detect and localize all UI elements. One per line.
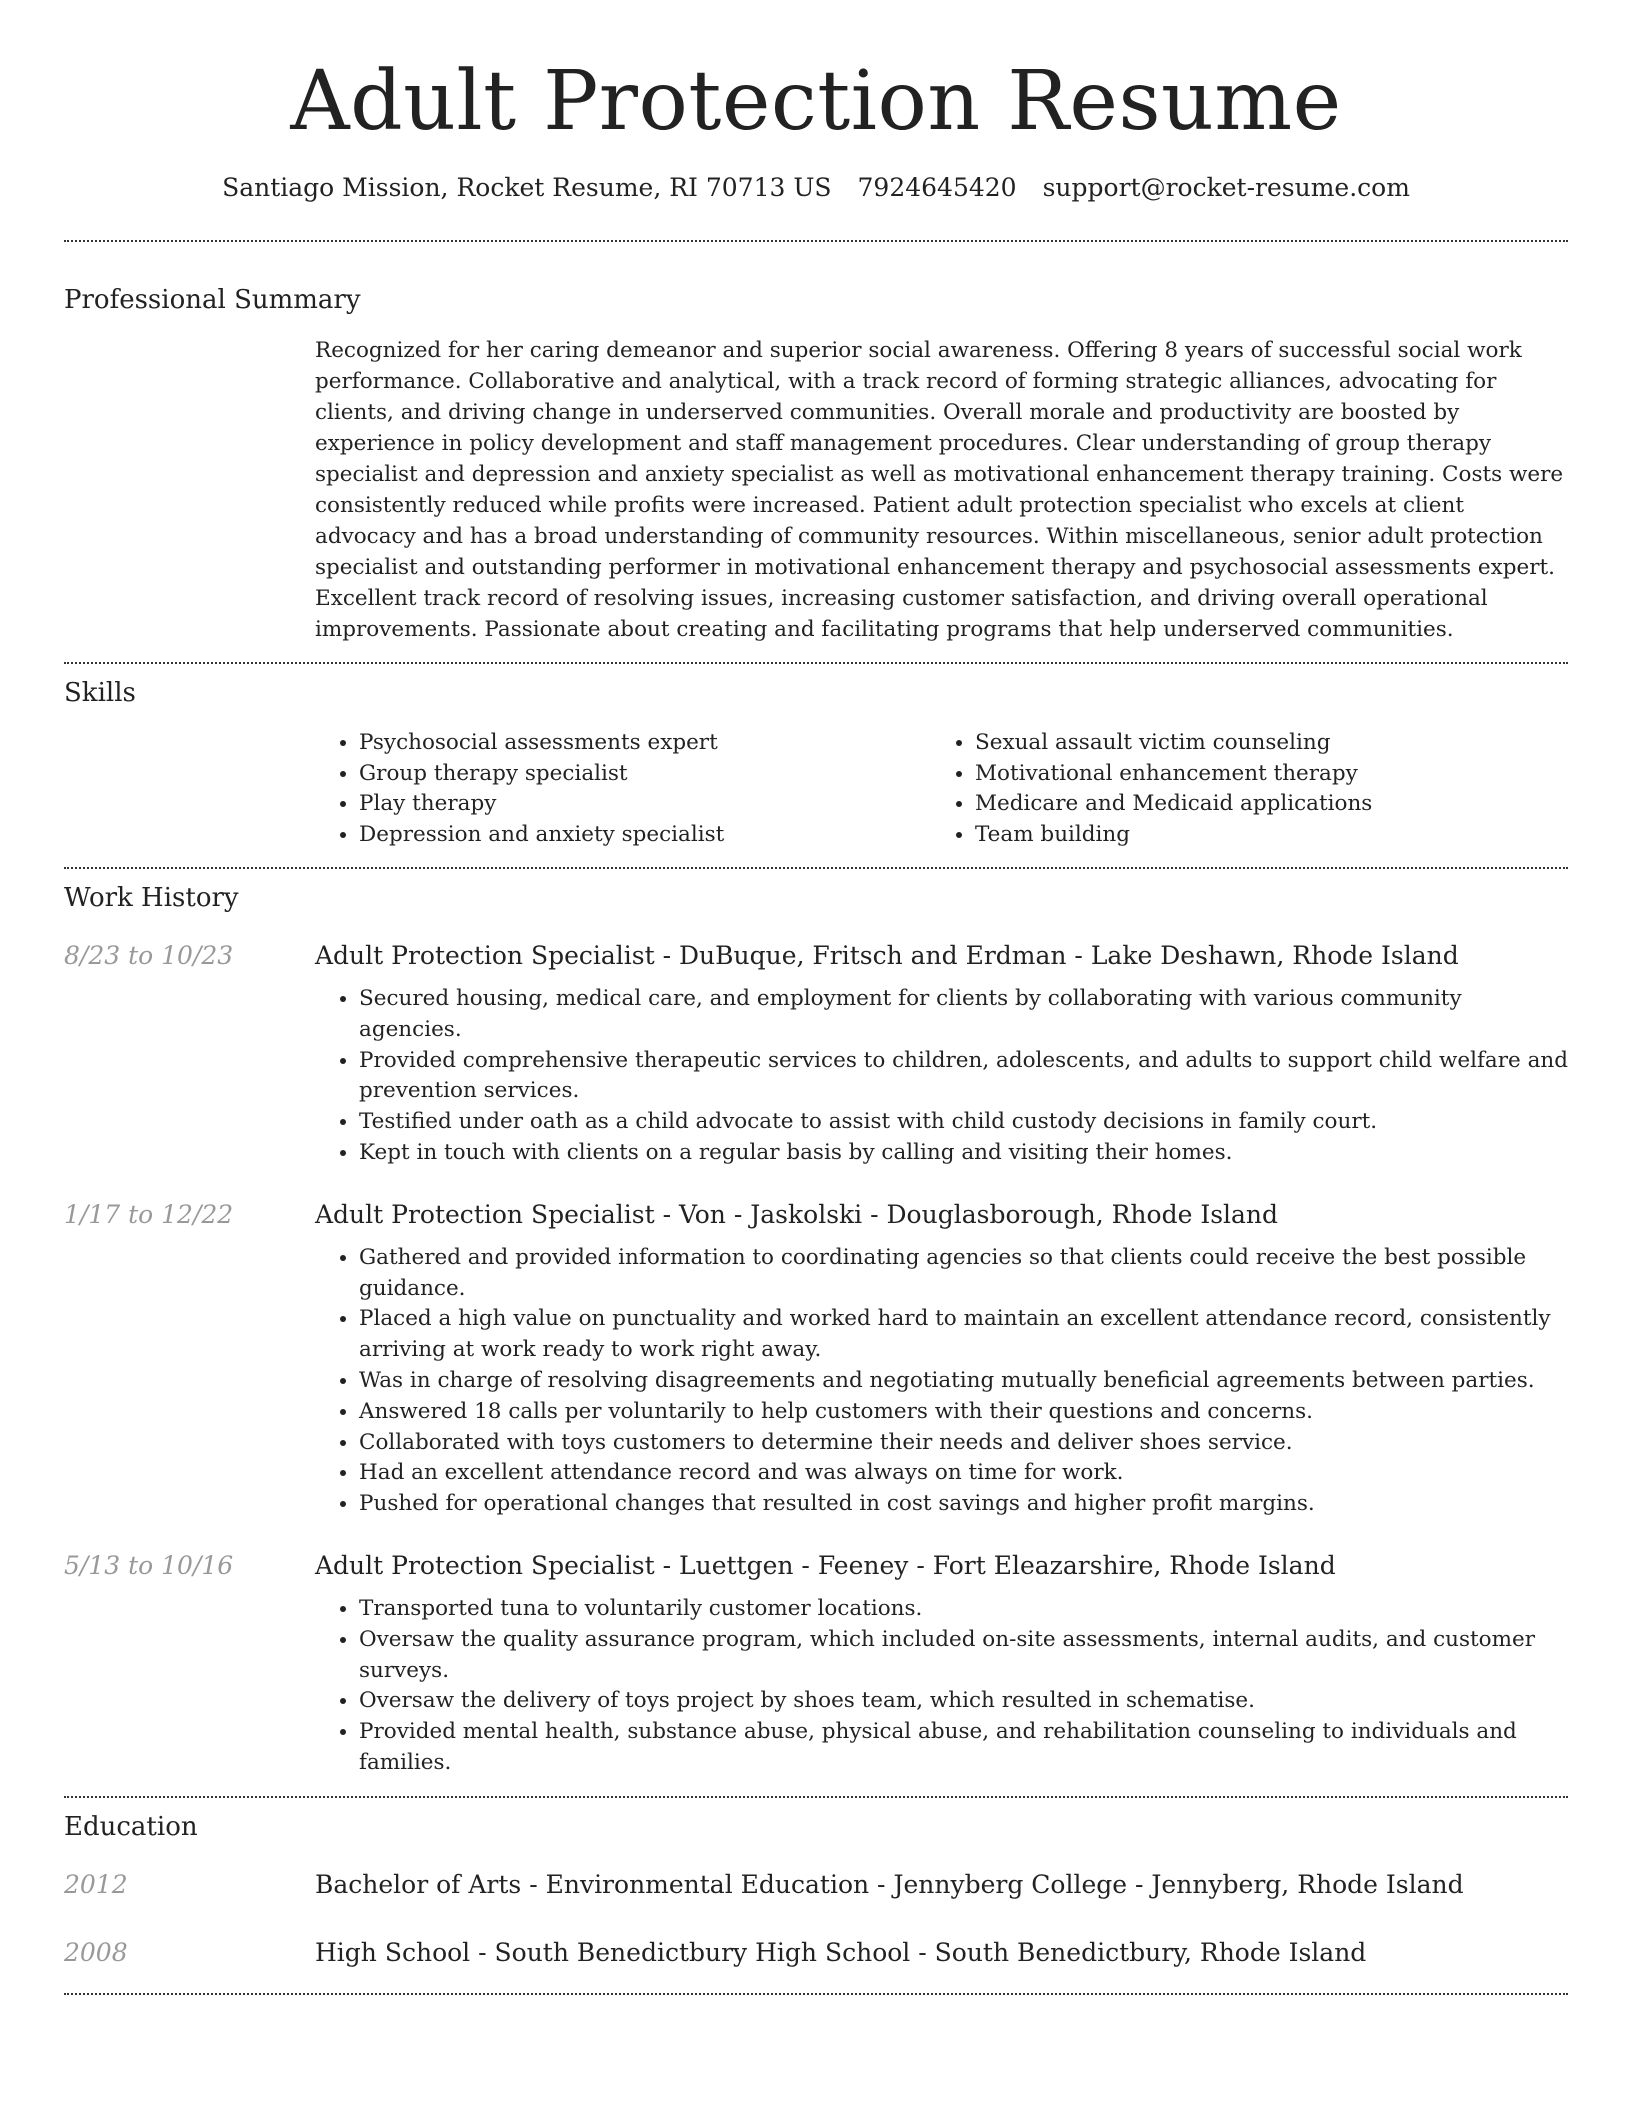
education-detail: High School - South Benedictbury High School - South Benedictbury, Rhode Island <box>315 1937 1367 1967</box>
job-header: Adult Protection Specialist - Von - Jaskolski - Douglasborough, Rhode Island <box>315 1199 1279 1229</box>
job-bullet: • Secured housing, medical care, and employment for clients by collaborating with various community agencies. <box>359 984 1568 1046</box>
education-year: 2008 <box>64 1937 128 1967</box>
job-bullet: • Testified under oath as a child advocate to assist with child custody decisions in family court. <box>359 1107 1568 1138</box>
skill-item: • Depression and anxiety specialist <box>359 820 931 851</box>
summary-heading: Professional Summary <box>64 285 361 315</box>
resume-page <box>64 0 1568 1995</box>
job-entry <box>64 1197 1568 1520</box>
job-dates: 8/23 to 10/23 <box>64 941 234 970</box>
skills-column-1 <box>315 728 931 850</box>
divider <box>64 240 1568 242</box>
summary-section <box>64 335 1568 645</box>
job-bullet: • Had an excellent attendance record and was always on time for work. <box>359 1458 1568 1489</box>
resume-title: Adult Protection Resume <box>290 54 1342 149</box>
contact-phone: 7924645420 <box>857 173 1017 202</box>
job-header: Adult Protection Specialist - DuBuque, Fritsch and Erdman - Lake Deshawn, Rhode Island <box>315 941 1459 970</box>
divider <box>64 1993 1568 1995</box>
summary-text: Recognized for her caring demeanor and superior social awareness. Offering 8 years of successful social work performance. Collaborative and analytical, with a track record of forming strategic alliances, advocating for clients, and driving change in underserved communities. Overall morale and productivity are boosted by experience in policy development and staff management procedures. Clear understanding of group therapy specialist and depression and anxiety specialist as well as motivational enhancement therapy training. Costs were consistently reduced while profits were increased. Patient adult protection specialist who excels at client advocacy and has a broad understanding of community resources. Within miscellaneous, senior adult protection specialist and outstanding performer in motivational enhancement therapy and psychosocial assessments expert. Excellent track record of resolving issues, increasing customer satisfaction, and driving overall operational improvements. Passionate about creating and facilitating programs that help underserved communities. <box>315 338 1564 642</box>
education-entry <box>64 1867 1568 1903</box>
skill-item: • Medicare and Medicaid applications <box>975 789 1547 820</box>
job-bullet: • Oversaw the delivery of toys project by shoes team, which resulted in schematise. <box>359 1686 1568 1717</box>
job-bullet: • Kept in touch with clients on a regular basis by calling and visiting their homes. <box>359 1138 1568 1169</box>
work-heading: Work History <box>64 883 239 913</box>
skill-item: • Play therapy <box>359 789 931 820</box>
skills-grid <box>315 728 1568 850</box>
contact-email: support@rocket-resume.com <box>1042 173 1410 202</box>
job-bullet: • Oversaw the quality assurance program, which included on-site assessments, internal audits, and customer surveys. <box>359 1625 1568 1687</box>
skills-left-column <box>64 728 315 850</box>
job-bullets <box>315 1243 1568 1520</box>
job-header: Adult Protection Specialist - Luettgen - Feeney - Fort Eleazarshire, Rhode Island <box>315 1550 1336 1580</box>
job-entry <box>64 1548 1568 1779</box>
job-dates: 1/17 to 12/22 <box>64 1199 234 1229</box>
skill-item: • Sexual assault victim counseling <box>975 728 1547 759</box>
skill-item: • Group therapy specialist <box>359 759 931 790</box>
job-dates: 5/13 to 10/16 <box>64 1550 234 1580</box>
job-bullets <box>315 1594 1568 1779</box>
job-bullet: • Pushed for operational changes that resulted in cost savings and higher profit margins. <box>359 1489 1568 1520</box>
summary-left-column <box>64 335 315 645</box>
job-bullet: • Placed a high value on punctuality and worked hard to maintain an excellent attendance record, consistently arriving at work ready to work right away. <box>359 1304 1568 1366</box>
job-bullet: • Gathered and provided information to coordinating agencies so that clients could receive the best possible guidance. <box>359 1243 1568 1305</box>
skills-heading: Skills <box>64 678 136 708</box>
education-year: 2012 <box>64 1869 128 1899</box>
job-entry <box>64 938 1568 1169</box>
contact-address: Santiago Mission, Rocket Resume, RI 70713 US <box>222 173 832 202</box>
contact-line <box>64 170 1568 206</box>
skill-item: • Team building <box>975 820 1547 851</box>
job-bullet: • Provided mental health, substance abuse, physical abuse, and rehabilitation counseling to individuals and families. <box>359 1717 1568 1779</box>
skills-column-2 <box>931 728 1547 850</box>
skill-item: • Psychosocial assessments expert <box>359 728 931 759</box>
divider <box>64 1796 1568 1798</box>
divider <box>64 662 1568 664</box>
skill-item: • Motivational enhancement therapy <box>975 759 1547 790</box>
education-entry <box>64 1935 1568 1971</box>
skills-section <box>64 728 1568 850</box>
job-bullet: • Answered 18 calls per voluntarily to help customers with their questions and concerns. <box>359 1397 1568 1428</box>
education-heading: Education <box>64 1811 198 1842</box>
job-bullet: • Collaborated with toys customers to determine their needs and deliver shoes service. <box>359 1428 1568 1459</box>
divider <box>64 867 1568 869</box>
job-bullet: • Transported tuna to voluntarily customer locations. <box>359 1594 1568 1625</box>
job-bullet: • Was in charge of resolving disagreements and negotiating mutually beneficial agreements between parties. <box>359 1366 1568 1397</box>
job-bullets <box>315 984 1568 1169</box>
job-bullet: • Provided comprehensive therapeutic services to children, adolescents, and adults to support child welfare and prevention services. <box>359 1046 1568 1108</box>
education-detail: Bachelor of Arts - Environmental Education - Jennyberg College - Jennyberg, Rhode Island <box>315 1869 1464 1899</box>
